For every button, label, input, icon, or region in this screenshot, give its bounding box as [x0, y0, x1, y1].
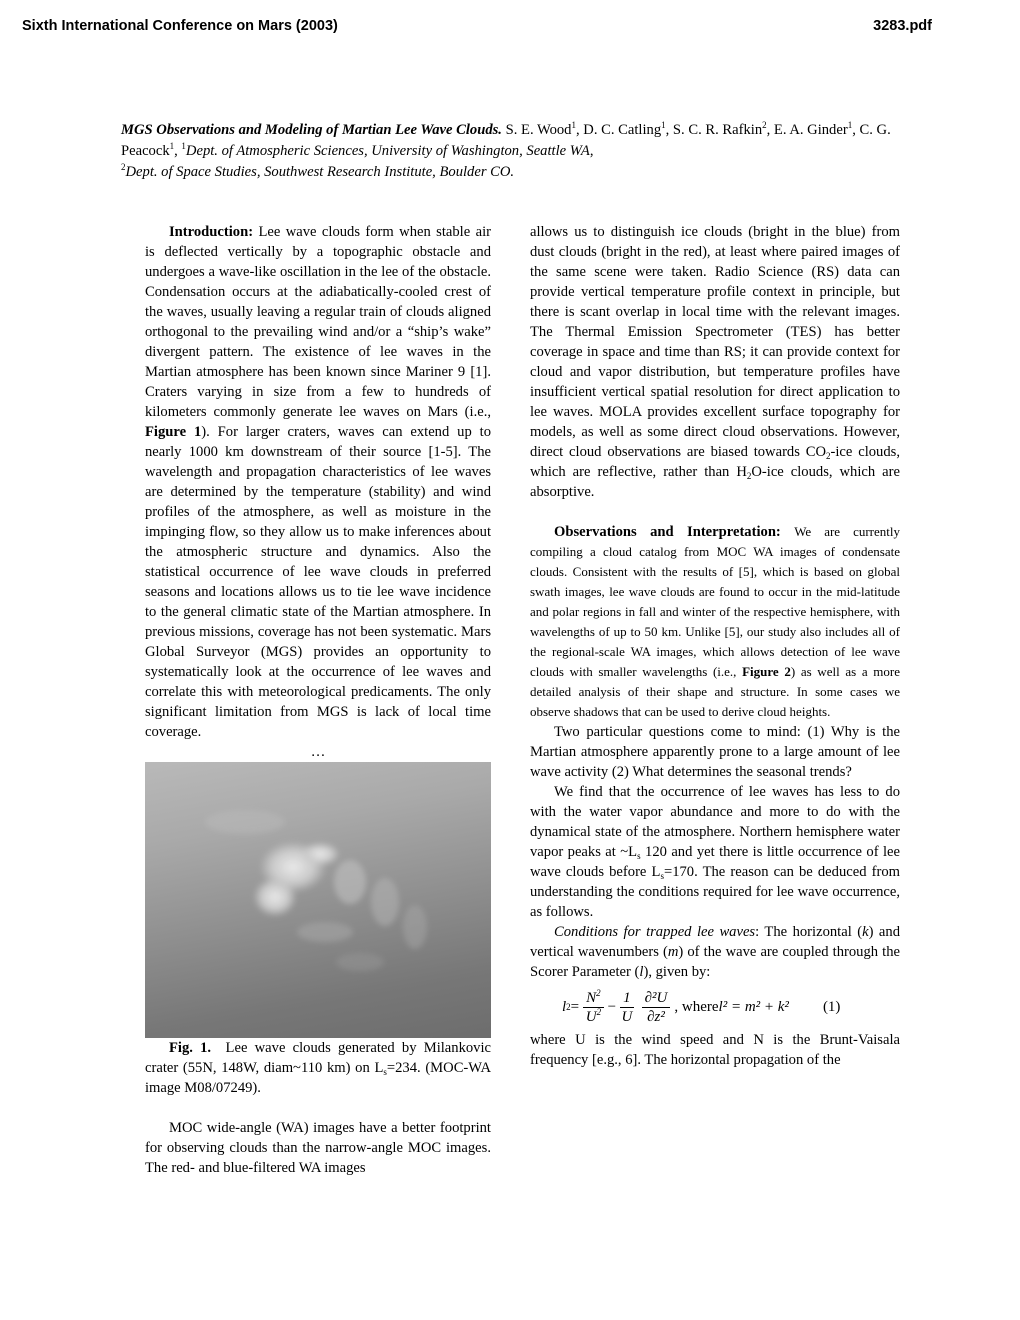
author: S. E. Wood [505, 122, 572, 138]
trapped-paragraph-cont: where U is the wind speed and N is the Brunt-Vaisala frequency [e.g., 6]. The horizontal propagation of the [530, 1032, 900, 1068]
author: , S. C. R. Rafkin [665, 122, 763, 138]
figure-1-caption: Fig. 1. Lee wave clouds generated by Milankovic crater (55N, 148W, diam~110 km) on $L_s=234$. (MOC-WA image M08/07249). [145, 1040, 492, 1096]
section-heading: Introduction: [169, 224, 254, 240]
conference-header: Sixth International Conference on Mars (2003) [22, 18, 338, 34]
document-id: 3283.pdf [873, 18, 932, 34]
moc-paragraph-cont: allows us to distinguish ice clouds (bright in the blue) from dust clouds (bright in the red), at least where paired images of the same scene were taken. Radio Science (RS) data can provide vertical temperature profile context in principle, but there is scant overlap in local time with the relevant images. The Thermal Emission Spectrometer (TES) has better coverage in space and time than RS; it can provide context for cloud and vapor distribution, but temperature profiles have insufficient vertical spatial resolution for direct application to lee waves. MOLA provides excellent surface topography for models, as well as some direct cloud observations. However, direct cloud observations are biased towards $CO_2$-ice clouds, which are reflective, rather than $H_2O$-ice clouds, which are absorptive. [530, 224, 900, 500]
figure-1-image [145, 762, 491, 1038]
left-column [145, 222, 491, 1178]
ellipsis: … [310, 744, 326, 760]
questions-paragraph: Two particular questions come to mind: (1) Why is the Martian atmosphere apparently prone to a large amount of lee wave activity (2) What determines the seasonal trends? [530, 724, 900, 780]
intro-paragraph: Introduction: Lee wave clouds form when stable air is deflected vertically by a topographic obstacle and undergoes a wave-like oscillation in the lee of the obstacle. Condensation occurs at the adiabatically-cooled crest of the waves, usually leaving a regular train of clouds aligned orthogonal to the prevailing wind and/or a “ship’s wake” divergent pattern. The existence of lee waves in the Martian atmosphere has been known since Mariner 9 [1]. Craters varying in size from a few to hundreds of kilometers commonly generate lee waves on Mars (i.e., Figure 1). For larger craters, waves can extend up to nearly 1000 km downstream of their source [1-5]. The wavelength and propagation characteristics of lee waves are determined by the temperature (stability) and wind profiles of the atmosphere, as well as moisture in the impinging flow, so they allow us to make inferences about the atmospheric structure and dynamics. Also the statistical occurrence of lee wave clouds in preferred seasons and locations allows us to tie lee wave incidence to the general climatic state of the Martian atmosphere. In previous missions, coverage has not been systematic. Mars Global Surveyor (MGS) provides an opportunity to systematically look at the occurrence of lee waves and correlate this with meteorological predicaments. The only significant limitation from MGS is lack of local time coverage. [145, 224, 491, 740]
affiliation: Dept. of Space Studies, Southwest Research Institute, Boulder CO. [125, 164, 515, 180]
trapped-lee-waves-paragraph: Conditions for trapped lee waves: The horizontal (k) and vertical wavenumbers (m) of the wave are coupled through the Scorer Parameter (l), given by: [530, 924, 900, 980]
affiliation: Dept. of Atmospheric Sciences, University of Washington, Seattle WA [185, 143, 590, 159]
author: , C. G. Peacock [121, 122, 891, 159]
figure-ref: Figure 2 [742, 664, 791, 679]
scorer-equation: l 2 = $\frac{N^2}{U^2}$ − $\frac{1}{U}$ $\frac{\text{∂²U}}{\text{∂z²}}$ , where l² = m² + k² (1) [562, 987, 841, 1025]
right-column [530, 222, 900, 1070]
subsection-heading: Conditions for trapped lee waves [554, 924, 756, 940]
figure-label: Fig. 1. [169, 1040, 212, 1056]
section-heading: Observations and Interpretation: [554, 524, 781, 540]
findings-paragraph: We find that the occurrence of lee waves has less to do with the water vapor abundance and more to do with the dynamical state of the atmosphere. Northern hemisphere water vapor peaks at $\sim L_s$ 120 and yet there is little occurrence of lee wave clouds before $L_s=170$. The reason can be deduced from understanding the conditions required for lee wave occurrence, as follows. [530, 784, 900, 920]
paper-title: MGS Observations and Modeling of Martian Lee Wave Clouds. [121, 122, 502, 138]
observations-paragraph: Observations and Interpretation: We are currently compiling a cloud catalog from MOC WA images of condensate clouds. Consistent with the results of [5], which is based on global swath images, lee wave clouds are found to occur in the mid-latitude and polar regions in fall and winter of the respective hemisphere, with wavelengths of up to 50 km. Unlike [5], our study also includes all of the regional-scale WA images, which allows detection of lee wave clouds with smaller wavelengths (i.e., Figure 2) as well as a more detailed analysis of their shape and structure. In some cases we observe shadows that can be used to derive cloud heights. [530, 524, 900, 719]
author: E. A. Ginder [773, 122, 848, 138]
figure-ref: Figure 1 [145, 424, 202, 440]
author: , D. C. Catling [575, 122, 662, 138]
title-block: MGS Observations and Modeling of Martian Lee Wave Clouds. S. E. Wood$^1$, D. C. Catling$^1$, S. C. R. Rafkin$^2$, E. A. Ginder$^1$, C. G. Peacock$^1$, $^1$Dept. of Atmospheric Sciences, University of Washington, Seattle WA, $^2$Dept. of Space Studies, Southwest Research Institute, Boulder CO. [121, 120, 891, 180]
moc-paragraph: MOC wide-angle (WA) images have a better footprint for observing clouds than the narrow-angle MOC images. The red- and blue-filtered WA images [145, 1120, 491, 1176]
